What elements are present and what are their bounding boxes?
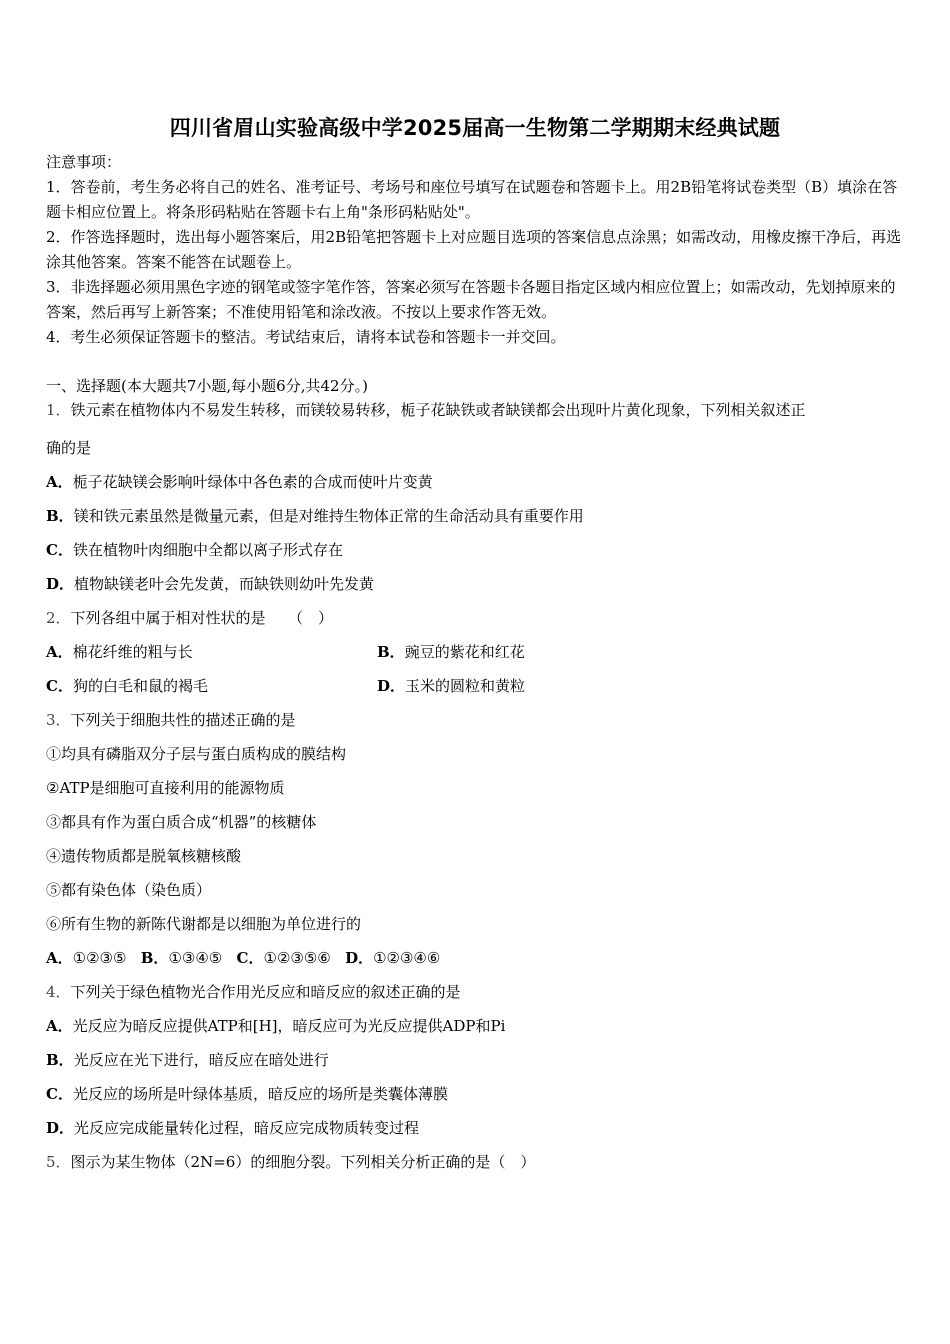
notice-item: 2．作答选择题时，选出每小题答案后，用2B铅笔把答题卡上对应题目选项的答案信息点涂黑；如需改动，用橡皮擦干净后，再选涂其他答案。答案不能答在试题卷上。: [46, 228, 902, 271]
notice-block: [46, 150, 906, 350]
question-4-stem: 4．下列关于绿色植物光合作用光反应和暗反应的叙述正确的是: [46, 983, 461, 1001]
question-3-option-c: C．①②③⑤⑥: [236, 949, 331, 967]
section-heading: 一、选择题(本大题共7小题,每小题6分,共42分。): [46, 377, 368, 395]
question-1-option-a: A．栀子花缺镁会影响叶绿体中各色素的合成而使叶片变黄: [46, 473, 433, 491]
question-4-option-b: B．光反应在光下进行，暗反应在暗处进行: [46, 1051, 329, 1069]
notice-item: 4．考生必须保证答题卡的整洁。考试结束后，请将本试卷和答题卡一并交回。: [46, 328, 566, 346]
question-2-options-row1: [46, 641, 906, 663]
question-3-option-b: B．①③④⑤: [140, 949, 223, 967]
question-2-option-d: D．玉米的圆粒和黄粒: [377, 677, 526, 695]
question-number: 5．: [46, 1153, 71, 1171]
question-1-stem-cont: 确的是: [46, 439, 92, 457]
question-2-options-row2: [46, 675, 906, 697]
question-number: 3．: [46, 711, 71, 729]
question-1-option-c: C．铁在植物叶肉细胞中全都以离子形式存在: [46, 541, 343, 559]
question-4-option-c: C．光反应的场所是叶绿体基质，暗反应的场所是类囊体薄膜: [46, 1085, 448, 1103]
question-1-option-b: B．镁和铁元素虽然是微量元素，但是对维持生物体正常的生命活动具有重要作用: [46, 507, 584, 525]
question-4-option-a: A．光反应为暗反应提供ATP和[H]，暗反应可为光反应提供ADP和Pi: [46, 1017, 506, 1035]
question-1-option-d: D．植物缺镁老叶会先发黄，而缺铁则幼叶先发黄: [46, 575, 375, 593]
question-number: 4．: [46, 983, 71, 1001]
question-3-statement-3: ③都具有作为蛋白质合成“机器”的核糖体: [46, 813, 317, 831]
question-2-stem: 2．下列各组中属于相对性状的是 （ ）: [46, 609, 334, 627]
question-2-option-a: A．棉花纤维的粗与长: [46, 643, 193, 661]
notice-item: 1．答卷前，考生务必将自己的姓名、准考证号、考场号和座位号填写在试题卷和答题卡上。用2B铅笔将试卷类型（B）填涂在答题卡相应位置上。将条形码粘贴在答题卡右上角"条形码粘贴处"。: [46, 178, 898, 221]
exam-title: 四川省眉山实验高级中学2025届高一生物第二学期期末经典试题: [169, 116, 781, 140]
question-3-statement-5: ⑤都有染色体（染色质）: [46, 881, 212, 899]
question-4-option-d: D．光反应完成能量转化过程，暗反应完成物质转变过程: [46, 1119, 420, 1137]
question-5-stem: 5．图示为某生物体（2N=6）的细胞分裂。下列相关分析正确的是（ ）: [46, 1153, 536, 1171]
question-2-option-b: B．豌豆的紫花和红花: [377, 643, 525, 661]
question-number: 2．: [46, 609, 71, 627]
question-3-statement-1: ①均具有磷脂双分子层与蛋白质构成的膜结构: [46, 745, 347, 763]
question-3-options: [46, 947, 906, 969]
question-2-option-c: C．狗的白毛和鼠的褐毛: [46, 677, 208, 695]
notice-item: 3．非选择题必须用黑色字迹的钢笔或签字笔作答，答案必须写在答题卡各题目指定区域内相应位置上；如需改动，先划掉原来的答案，然后再写上新答案；不准使用铅笔和涂改液。不按以上要求作答无效。: [46, 278, 896, 321]
question-3-option-d: D．①②③④⑥: [345, 949, 441, 967]
question-1-stem: 1．铁元素在植物体内不易发生转移，而镁较易转移，栀子花缺铁或者缺镁都会出现叶片黄化现象，下列相关叙述正: [46, 401, 806, 419]
notice-heading: 注意事项：: [46, 153, 122, 171]
question-3-option-a: A．①②③⑤: [46, 949, 127, 967]
question-3-statement-4: ④遗传物质都是脱氧核糖核酸: [46, 847, 242, 865]
question-number: 1．: [46, 401, 71, 419]
question-3-statement-6: ⑥所有生物的新陈代谢都是以细胞为单位进行的: [46, 915, 362, 933]
question-3-statement-2: ②ATP是细胞可直接利用的能源物质: [46, 779, 285, 797]
question-3-stem: 3．下列关于细胞共性的描述正确的是: [46, 711, 296, 729]
